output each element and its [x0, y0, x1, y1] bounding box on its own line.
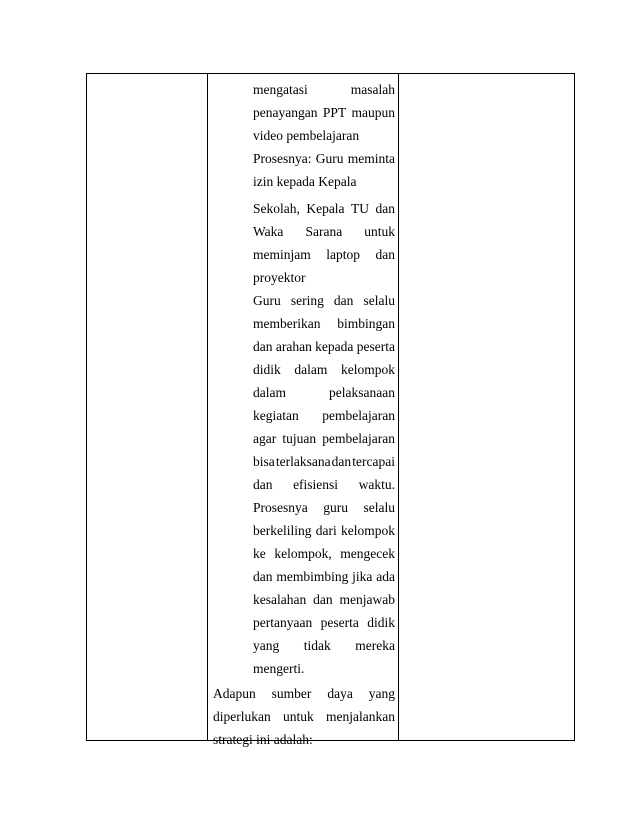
table-row	[86, 73, 575, 747]
word: agar	[253, 431, 277, 446]
word: dan	[253, 569, 273, 584]
word: sumber	[271, 686, 312, 701]
word: maupun	[351, 105, 395, 120]
paragraph-line: strategi ini adalah:	[213, 732, 313, 747]
word: kelompok	[340, 362, 395, 377]
word: bimbingan	[337, 316, 395, 331]
word: Prosesnya:	[253, 151, 312, 166]
text-line: mengerti.	[253, 661, 305, 676]
word: dan	[253, 477, 273, 492]
word: kelompok,	[274, 546, 332, 561]
paragraph-line	[213, 686, 395, 702]
word: penayangan	[253, 105, 318, 120]
word: TU	[351, 201, 370, 216]
word: didik	[367, 615, 395, 630]
word: laptop	[326, 247, 360, 262]
word: selalu	[363, 500, 395, 515]
word: membimbing	[276, 569, 349, 584]
word: mereka	[355, 638, 395, 653]
text-line	[253, 615, 395, 631]
word: Kepala	[306, 201, 345, 216]
text-line	[253, 454, 395, 470]
word: meminta	[347, 151, 395, 166]
word: jika	[352, 569, 373, 584]
text-line	[253, 293, 395, 309]
word: pertanyaan	[253, 615, 313, 630]
word: arahan	[275, 339, 312, 354]
word: terlaksana	[275, 454, 331, 469]
word: yang	[368, 686, 395, 701]
word: untuk	[364, 224, 395, 239]
word: Guru	[253, 293, 281, 308]
word: dan	[313, 592, 333, 607]
text-line	[253, 431, 395, 447]
word: selalu	[363, 293, 395, 308]
word: untuk	[282, 709, 314, 724]
text-line	[253, 247, 395, 263]
word: berkeliling	[253, 523, 312, 538]
word: tujuan	[282, 431, 317, 446]
word: tidak	[303, 638, 331, 653]
word: kegiatan	[253, 408, 299, 423]
paragraph-line	[213, 709, 395, 725]
word: menjawab	[339, 592, 395, 607]
word: dalam	[253, 385, 286, 400]
text-line: izin kepada Kepala	[253, 174, 357, 189]
word: Adapun	[213, 686, 256, 701]
text-line	[253, 638, 395, 654]
word: ada	[376, 569, 395, 584]
word: ke	[253, 546, 266, 561]
word: dan	[253, 339, 273, 354]
word: peserta	[320, 615, 359, 630]
word: dalam	[294, 362, 328, 377]
word: bisa	[253, 454, 275, 469]
word: PPT	[322, 105, 347, 120]
word: kepada	[315, 339, 354, 354]
word: meminjam	[253, 247, 311, 262]
word: didik	[253, 362, 281, 377]
word: memberikan	[253, 316, 321, 331]
word: dan	[375, 201, 395, 216]
word: pembelajaran	[322, 408, 395, 423]
word: guru	[323, 500, 348, 515]
word: menjalankan	[326, 709, 395, 724]
text-line	[253, 546, 395, 562]
text-line	[253, 385, 395, 401]
text-line	[253, 316, 395, 332]
word: mengecek	[340, 546, 395, 561]
word: dan	[375, 247, 395, 262]
text-line	[253, 569, 395, 585]
word: waktu.	[358, 477, 395, 492]
text-line: proyektor	[253, 270, 306, 285]
text-line	[253, 105, 395, 121]
word: kesalahan	[253, 592, 307, 607]
text-line	[253, 592, 395, 608]
word: efisiensi	[293, 477, 339, 492]
text-line: video pembelajaran	[253, 128, 360, 143]
text-line	[253, 362, 395, 378]
word: Guru	[315, 151, 344, 166]
word: dan	[333, 293, 354, 308]
word: Sarana	[305, 224, 343, 239]
word: yang	[253, 638, 280, 653]
text-line	[253, 523, 395, 539]
text-line	[253, 224, 395, 240]
text-line	[253, 477, 395, 493]
column-divider-right	[398, 74, 399, 740]
word: Waka	[253, 224, 284, 239]
word: Sekolah,	[253, 201, 300, 216]
word: Prosesnya	[253, 500, 308, 515]
text-line	[253, 82, 395, 98]
word: dan	[331, 454, 352, 469]
word: masalah	[350, 82, 395, 97]
text-line	[253, 151, 395, 167]
word: mengatasi	[253, 82, 308, 97]
word: tercapai	[352, 454, 395, 469]
text-line	[253, 408, 395, 424]
word: kelompok	[340, 523, 395, 538]
text-line	[253, 339, 395, 355]
word: pelaksanaan	[329, 385, 395, 400]
word: daya	[327, 686, 353, 701]
column-divider-left	[207, 74, 208, 740]
word: diperlukan	[213, 709, 271, 724]
word: peserta	[356, 339, 395, 354]
text-line	[253, 201, 395, 217]
word: dari	[315, 523, 337, 538]
word: sering	[290, 293, 324, 308]
word: pembelajaran	[322, 431, 395, 446]
text-line	[253, 500, 395, 516]
